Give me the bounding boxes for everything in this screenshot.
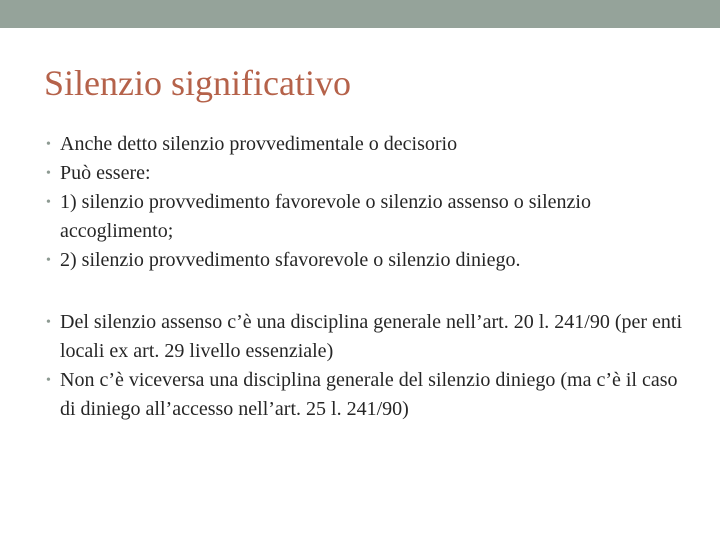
bullet-text: Non c’è viceversa una disciplina generale del silenzio diniego (ma c’è il caso di diniego all’accesso nell’art. 25 l. 241/90) <box>60 369 678 420</box>
bullet-icon: • <box>46 166 51 181</box>
bullet-text: Anche detto silenzio provvedimentale o decisorio <box>60 133 458 155</box>
bullet-item <box>46 130 686 159</box>
bullet-text: 1) silenzio provvedimento favorevole o silenzio assenso o silenzio accoglimento; <box>60 191 591 242</box>
bullet-icon: • <box>46 137 51 152</box>
bullet-item <box>46 366 686 424</box>
bullet-icon: • <box>46 253 51 268</box>
bullet-text: 2) silenzio provvedimento sfavorevole o silenzio diniego. <box>60 249 521 271</box>
bullet-item <box>46 159 686 188</box>
bullet-text: Del silenzio assenso c’è una disciplina generale nell’art. 20 l. 241/90 (per enti locali ex art. 29 livello essenziale) <box>60 311 683 362</box>
bullet-icon: • <box>46 195 51 210</box>
bullet-text: Può essere: <box>60 162 151 184</box>
top-decorative-band <box>0 0 720 28</box>
bullet-item <box>46 308 686 366</box>
bullet-item <box>46 188 686 246</box>
bullet-icon: • <box>46 373 51 388</box>
bullet-item <box>46 246 686 275</box>
bullet-list <box>46 130 686 424</box>
slide-title: Silenzio significativo <box>44 63 351 103</box>
bullet-icon: • <box>46 315 51 330</box>
